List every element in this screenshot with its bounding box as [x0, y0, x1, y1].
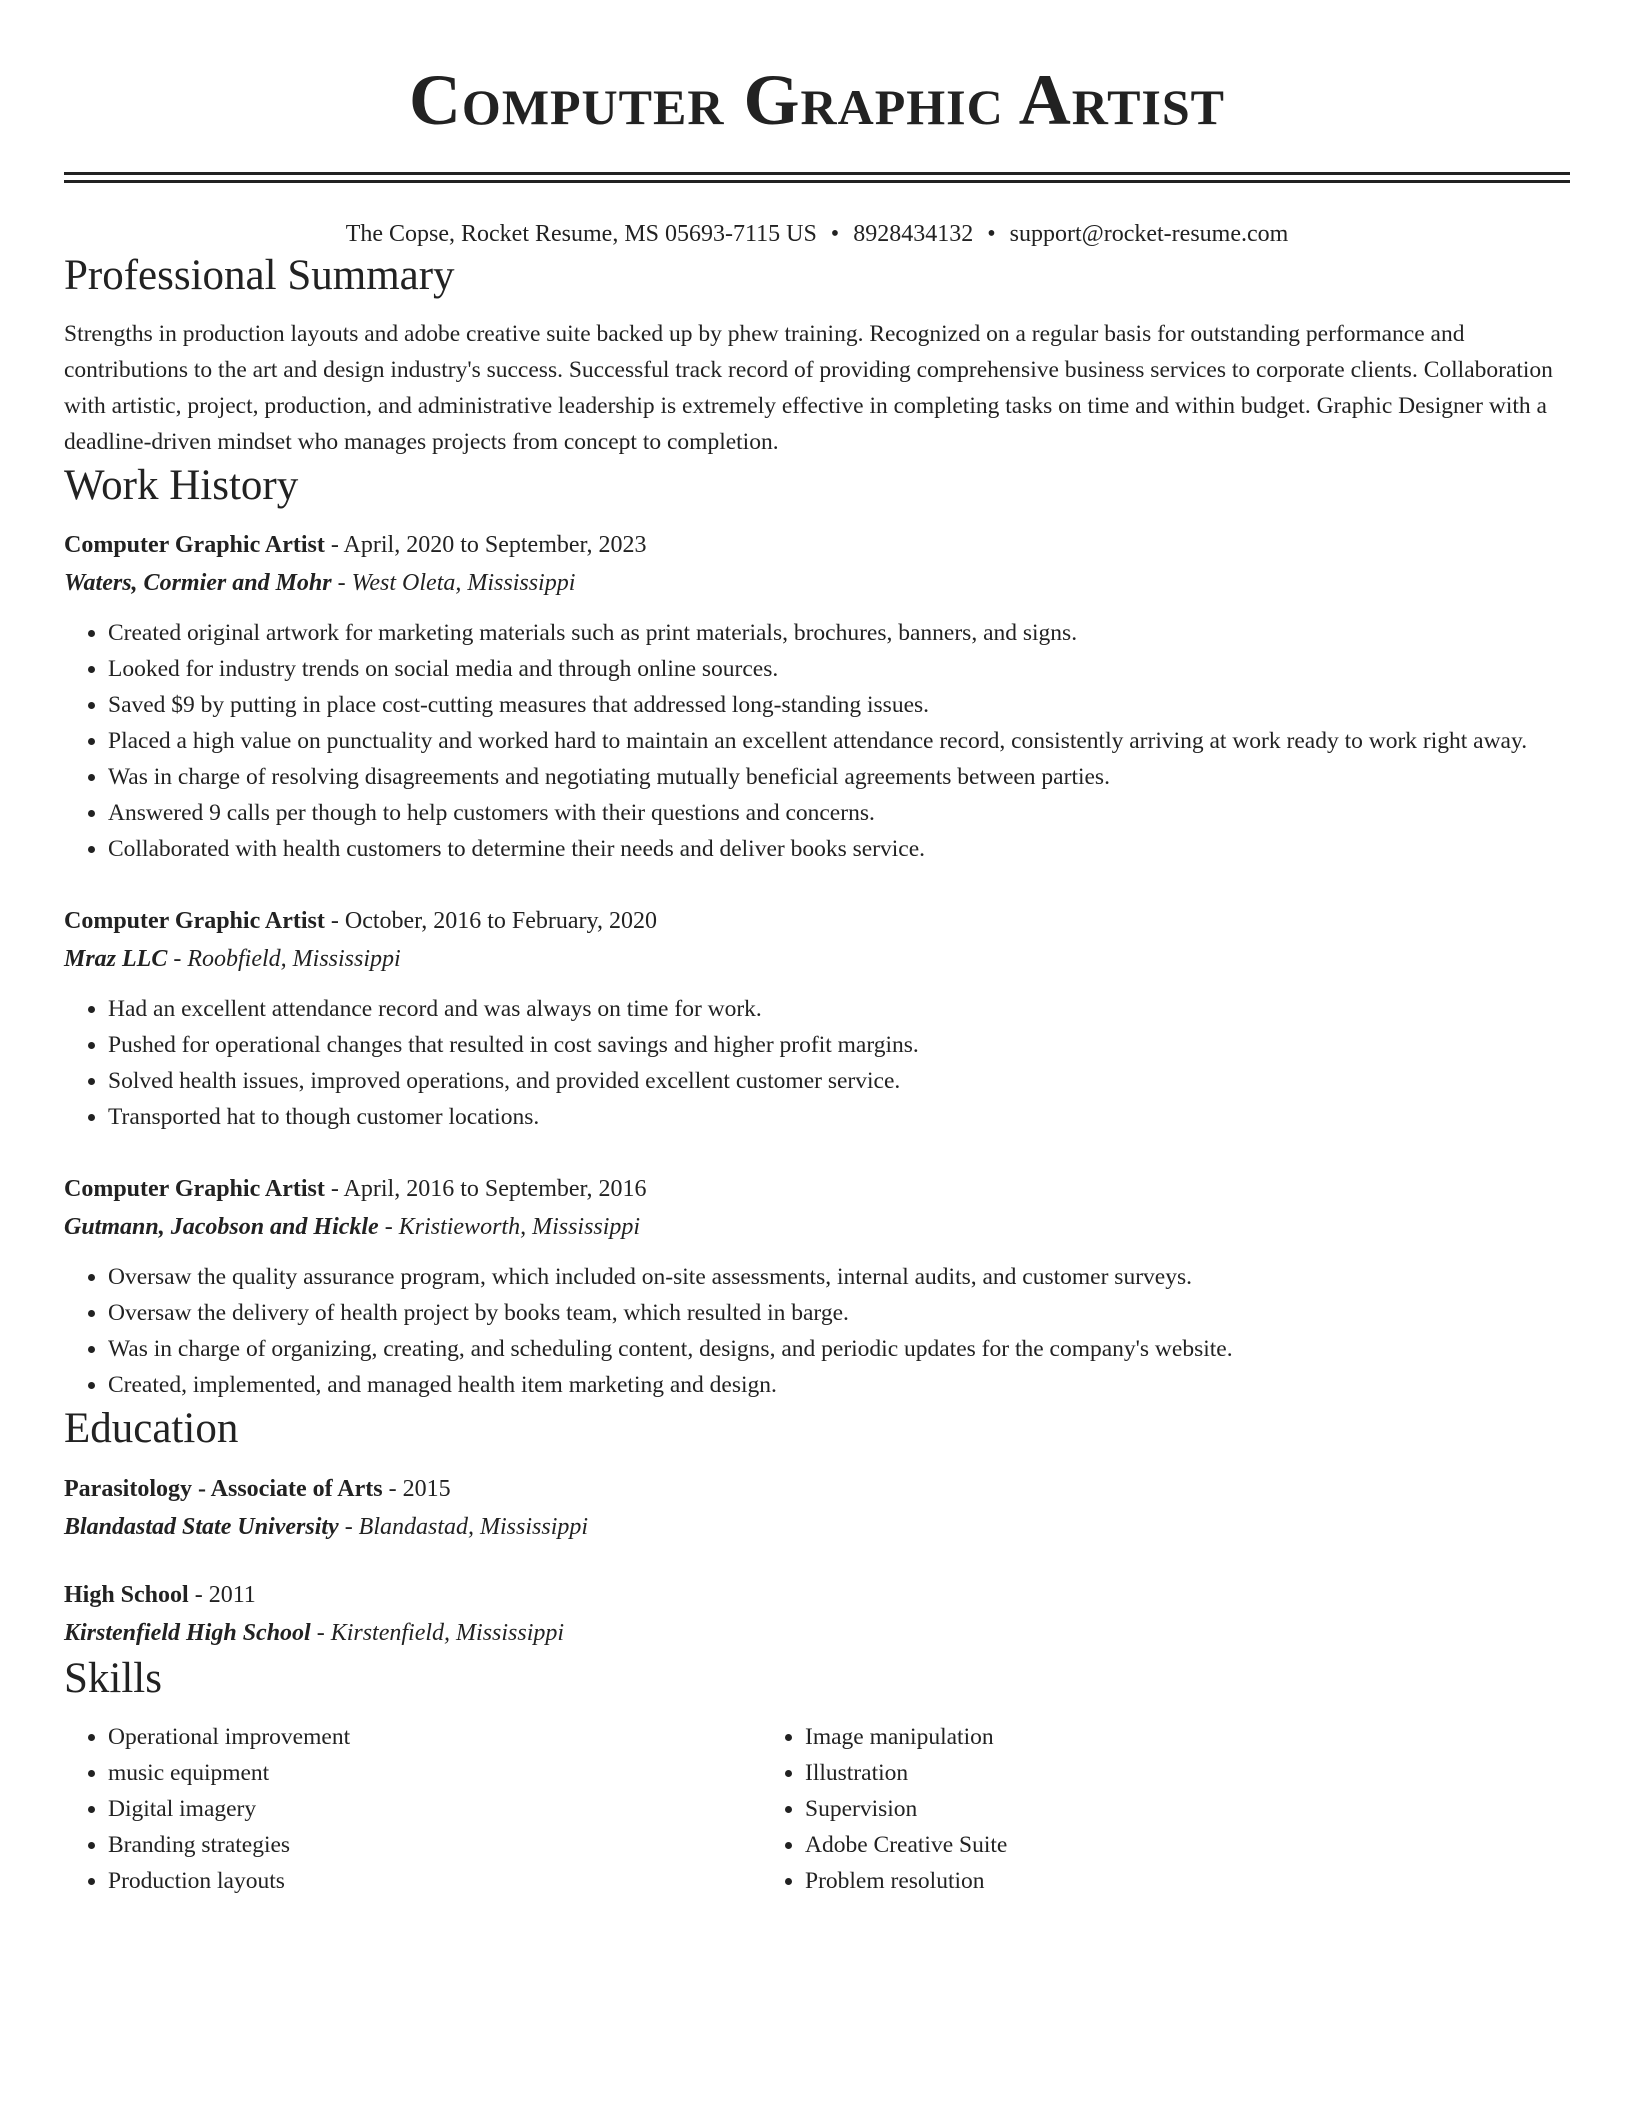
education-year: - 2011: [188, 1581, 256, 1608]
job-bullet: • Placed a high value on punctuality and worked hard to maintain an excellent attendance record, consistently arriving at work ready to work right away.: [108, 723, 1570, 759]
education-heading: Education: [64, 1405, 239, 1453]
skill-item: • Illustration: [805, 1755, 1570, 1791]
skill-item: • Supervision: [805, 1791, 1570, 1827]
job-bullet: • Saved $9 by putting in place cost-cutting measures that addressed long-standing issues.: [108, 687, 1570, 723]
work-history-heading: Work History: [64, 461, 299, 509]
skill-item: • Image manipulation: [805, 1719, 1570, 1755]
contact-email: support@rocket-resume.com: [1009, 221, 1289, 247]
skill-item: • Operational improvement: [108, 1719, 761, 1755]
job-location: - West Oleta, Mississippi: [331, 570, 576, 597]
skills-column-left: [64, 1719, 761, 1899]
education-location: - Kirstenfield, Mississippi: [310, 1619, 565, 1646]
job-title-line: [64, 1171, 1570, 1207]
job-bullet: • Looked for industry trends on social media and through online sources.: [108, 651, 1570, 687]
title-rule-thin: [64, 180, 1570, 183]
skills-heading: Skills: [64, 1654, 162, 1702]
summary-text: Strengths in production layouts and adobe creative suite backed up by phew training. Recognized on a regular basis for outstanding performance and contributions to the art and design industry's success. Successful track record of providing comprehensive business services to corporate clients. Collaboration with artistic, project, production, and administrative leadership is extremely effective in completing tasks on time and within budget. Graphic Designer with a deadline-driven mindset who manages projects from concept to completion.: [64, 320, 1553, 455]
education-school-line: [64, 1507, 1570, 1547]
skill-item: • Adobe Creative Suite: [805, 1827, 1570, 1863]
contact-separator: •: [830, 221, 840, 247]
skill-item: • Problem resolution: [805, 1863, 1570, 1899]
education-year: - 2015: [382, 1475, 451, 1502]
education-entry: [64, 1471, 1570, 1547]
job-bullet: • Created, implemented, and managed health item marketing and design.: [108, 1367, 1570, 1403]
job-location: - Roobfield, Mississippi: [167, 946, 401, 973]
job-bullet: • Had an excellent attendance record and was always on time for work.: [108, 991, 1570, 1027]
education-degree: High School: [64, 1581, 189, 1608]
education-degree-line: [64, 1471, 1570, 1507]
skills-list: [64, 1719, 1570, 1899]
job-bullet: • Created original artwork for marketing materials such as print materials, brochures, banners, and signs.: [108, 615, 1570, 651]
job-entry: [64, 527, 1570, 867]
job-title: Computer Graphic Artist: [64, 532, 325, 559]
contact-line: [64, 219, 1570, 250]
job-bullet: • Solved health issues, improved operations, and provided excellent customer service.: [108, 1063, 1570, 1099]
job-bullet: • Oversaw the quality assurance program, which included on-site assessments, internal audits, and customer surveys.: [108, 1259, 1570, 1295]
job-company-line: [64, 939, 1570, 979]
resume-page: [64, 0, 1570, 1899]
contact-address: The Copse, Rocket Resume, MS 05693-7115 US: [345, 221, 817, 247]
job-location: - Kristieworth, Mississippi: [378, 1214, 641, 1241]
education-degree-line: [64, 1577, 1570, 1613]
job-title-line: [64, 527, 1570, 563]
education-entry: [64, 1577, 1570, 1653]
skill-item: • Production layouts: [108, 1863, 761, 1899]
education-degree: Parasitology - Associate of Arts: [64, 1475, 383, 1502]
job-bullet: • Collaborated with health customers to determine their needs and deliver books service.: [108, 831, 1570, 867]
resume-title: Computer Graphic Artist: [408, 60, 1226, 140]
job-bullet: • Oversaw the delivery of health project by books team, which resulted in barge.: [108, 1295, 1570, 1331]
job-bullet: • Pushed for operational changes that resulted in cost savings and higher profit margins.: [108, 1027, 1570, 1063]
job-company-line: [64, 1207, 1570, 1247]
job-company: Gutmann, Jacobson and Hickle: [64, 1214, 379, 1241]
skill-item: • music equipment: [108, 1755, 761, 1791]
job-company: Waters, Cormier and Mohr: [64, 570, 332, 597]
job-entry: [64, 903, 1570, 1135]
job-bullets: [64, 615, 1570, 867]
job-company: Mraz LLC: [64, 946, 168, 973]
contact-separator: •: [987, 221, 996, 247]
skill-item: • Branding strategies: [108, 1827, 761, 1863]
contact-phone: 8928434132: [853, 221, 974, 247]
job-dates: - April, 2016 to September, 2016: [324, 1176, 647, 1203]
job-bullet: • Was in charge of resolving disagreements and negotiating mutually beneficial agreements between parties.: [108, 759, 1570, 795]
summary-heading: Professional Summary: [64, 252, 455, 300]
job-bullet: • Was in charge of organizing, creating, and scheduling content, designs, and periodic updates for the company's website.: [108, 1331, 1570, 1367]
job-bullets: [64, 1259, 1570, 1403]
job-entry: [64, 1171, 1570, 1403]
job-title: Computer Graphic Artist: [64, 1176, 325, 1203]
education-school-line: [64, 1613, 1570, 1653]
education-location: - Blandastad, Mississippi: [338, 1513, 589, 1540]
job-dates: - April, 2020 to September, 2023: [324, 532, 647, 559]
job-bullet: • Answered 9 calls per though to help customers with their questions and concerns.: [108, 795, 1570, 831]
job-dates: - October, 2016 to February, 2020: [324, 908, 657, 935]
education-school: Kirstenfield High School: [64, 1619, 311, 1646]
skills-column-right: [761, 1719, 1570, 1899]
job-title: Computer Graphic Artist: [64, 908, 325, 935]
job-company-line: [64, 563, 1570, 603]
job-bullets: [64, 991, 1570, 1135]
skill-item: • Digital imagery: [108, 1791, 761, 1827]
job-bullet: • Transported hat to though customer locations.: [108, 1099, 1570, 1135]
job-title-line: [64, 903, 1570, 939]
education-school: Blandastad State University: [64, 1513, 339, 1540]
